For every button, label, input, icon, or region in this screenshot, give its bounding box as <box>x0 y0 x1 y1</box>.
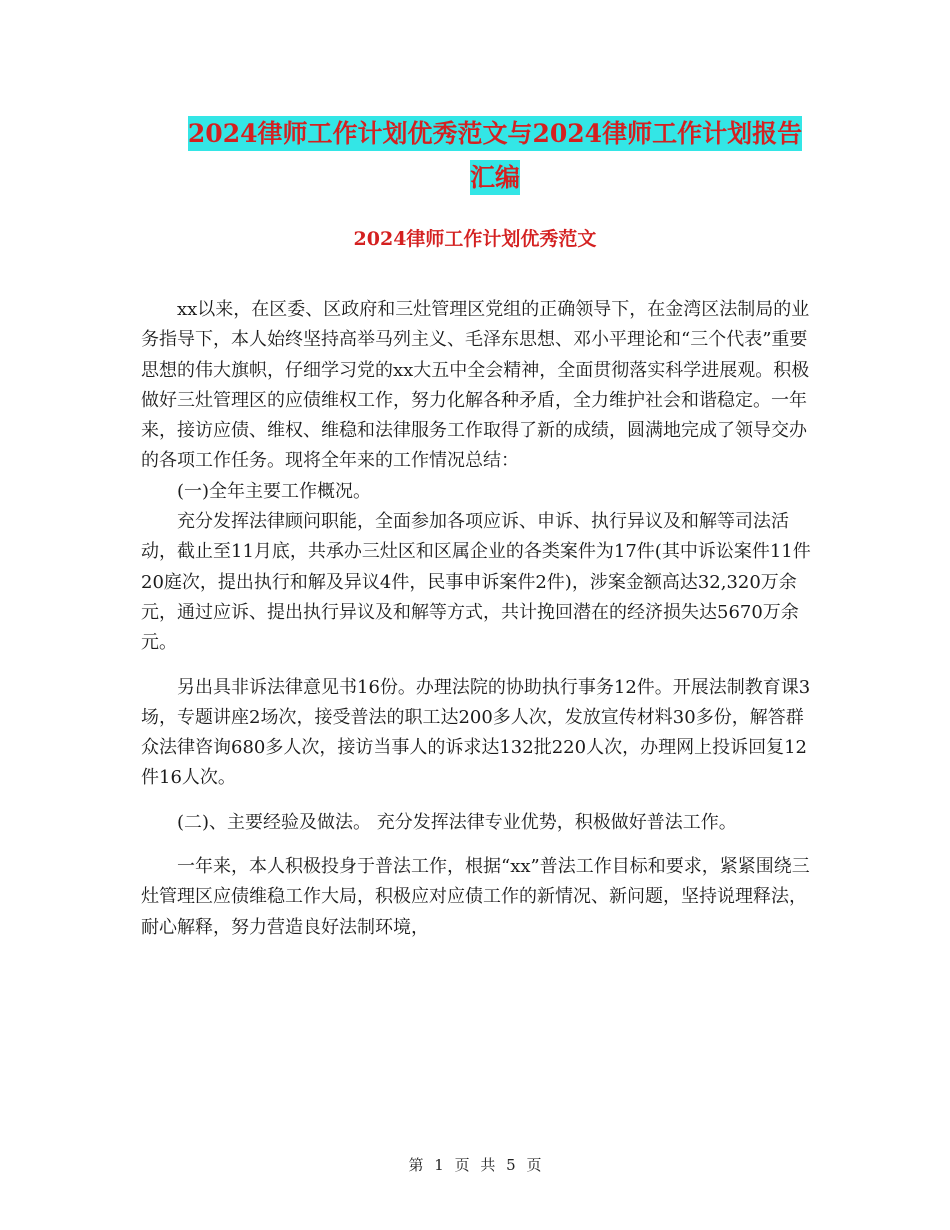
paragraph-heading-2: (二)、主要经验及做法。 充分发挥法律专业优势，积极做好普法工作。 <box>177 811 737 833</box>
paragraph-intro: xx以来，在区委、区政府和三灶管理区党组的正确领导下，在金湾区法制局的业务指导下，本人始终坚持高举马列主义、毛泽东思想、邓小平理论和“三个代表”重要思想的伟大旗帜，仔细学习党的xx大五中全会精神，全面贯彻落实科学进展观。积极做好三灶管理区的应债维权工作，努力化解各种矛盾，全力维护社会和谐稳定。一年来，接访应债、维权、维稳和法律服务工作取得了新的成绩，圆满地完成了领导交办的各项工作任务。现将全年来的工作情况总结： <box>141 299 810 472</box>
paragraph-legal-education: 一年来，本人积极投身于普法工作，根据“xx”普法工作目标和要求，紧紧围绕三灶管理区应债维稳工作大局，积极应对应债工作的新情况、新问题，坚持说理释法，耐心解释，努力营造良好法制环境， <box>141 856 810 938</box>
paragraph-stats: 另出具非诉法律意见书16份。办理法院的协助执行事务12件。开展法制教育课3场，专题讲座2场次，接受普法的职工达200多人次，发放宣传材料30多份，解答群众法律咨询680多人次，接访当事人的诉求达132批220人次，办理网上投诉回复12件16人次。 <box>141 676 811 789</box>
paragraph-heading-1: (一)全年主要工作概况。 <box>177 480 372 502</box>
title-line-2: 汇编 <box>470 160 520 195</box>
paragraph-cases: 充分发挥法律顾问职能，全面参加各项应诉、申诉、执行异议及和解等司法活动，截止至11月底，共承办三灶区和区属企业的各类案件为17件(其中诉讼案件11件20庭次，提出执行和解及异议4件，民事申诉案件2件)，涉案金额高达32,320万余元，通过应诉、提出执行异议及和解等方式，共计挽回潜在的经济损失达5670万余元。 <box>141 511 811 654</box>
page-footer: 第 1 页 共 5 页 <box>408 1156 542 1174</box>
document-body <box>141 295 821 943</box>
title-line-1: 2024律师工作计划优秀范文与2024律师工作计划报告 <box>188 116 802 151</box>
section-title: 2024律师工作计划优秀范文 <box>353 228 597 250</box>
document-title <box>160 112 830 200</box>
